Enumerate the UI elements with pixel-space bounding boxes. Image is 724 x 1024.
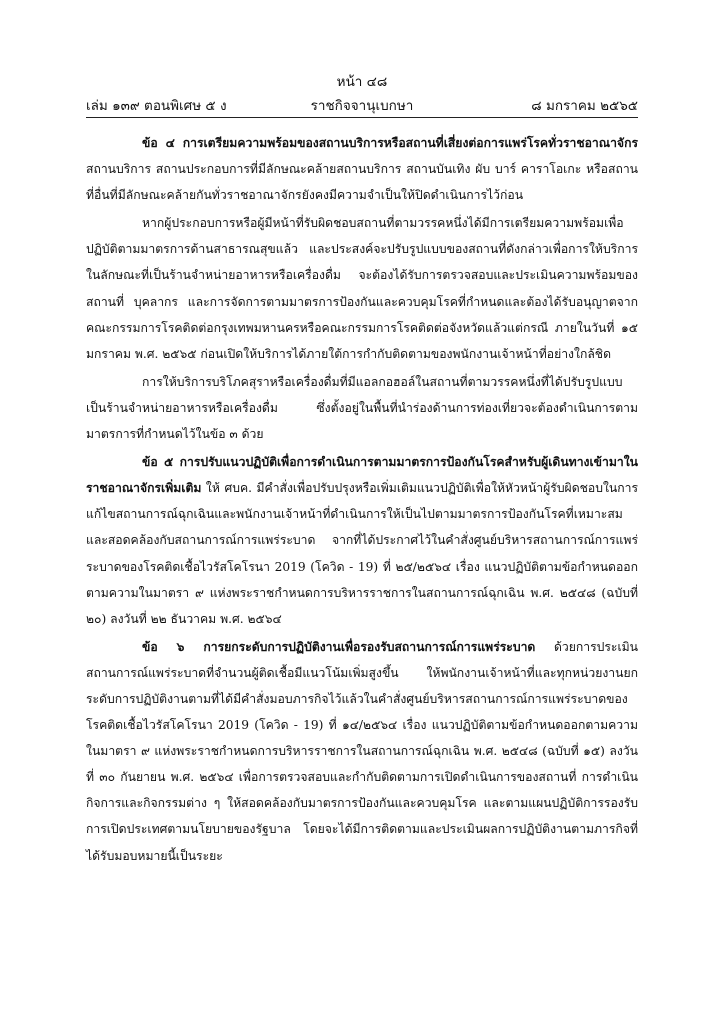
clause-heading: ข้อ ๔ การเตรียมความพร้อมของสถานบริการหรือสถานที่เสี่ยงต่อการแพร่โรคทั่วราชอาณาจักร xyxy=(142,136,638,150)
header-rule xyxy=(86,117,638,118)
paragraph-clause-4-3 xyxy=(86,369,638,447)
paragraph-clause-6 xyxy=(86,634,638,869)
document-body xyxy=(86,130,638,871)
publication-date: ๘ มกราคม ๒๕๖๕ xyxy=(531,98,638,114)
paragraph-text: ให้ ศบค. มีคำสั่งเพื่อปรับปรุงหรือเพิ่มเติมแนวปฏิบัติเพื่อให้หัวหน้าผู้รับผิดชอบในการแก้ไขสถานการณ์ฉุกเฉินและพนักงานเจ้าหน้าที่ดำเนินการให้เป็นไปตามมาตรการป้องกันโรคที่เหมาะสมและสอดคล้องกับสถานการณ์การแพร่ระบาด จากที่ได้ประกาศไว้ในคำสั่งศูนย์บริหารสถานการณ์การแพร่ระบาดของโรคติดเชื้อไวรัสโคโรนา 2019 (โควิด - 19) ที่ ๒๕/๒๕๖๔ เรื่อง แนวปฏิบัติตามข้อกำหนดออกตามความในมาตรา ๙ แห่งพระราชกำหนดการบริหารราชการในสถานการณ์ฉุกเฉิน พ.ศ. ๒๕๔๘ (ฉบับที่ ๒๐) ลงวันที่ ๒๒ ธันวาคม พ.ศ. ๒๕๖๔ xyxy=(86,481,638,626)
paragraph-clause-5 xyxy=(86,449,638,632)
paragraph-clause-4-2 xyxy=(86,210,638,367)
paragraph-clause-4 xyxy=(86,130,638,208)
gazette-title: ราชกิจจานุเบกษา xyxy=(310,98,414,114)
clause-heading: ข้อ ๕ การปรับแนวปฏิบัติเพื่อการดำเนินการตามมาตรการป้องกันโรคสำหรับผู้เดินทางเข้ามาในราชอาณาจักรเพิ่มเติม xyxy=(86,455,638,496)
paragraph-text: ด้วยการประเมินสถานการณ์แพร่ระบาดที่จำนวนผู้ติดเชื้อมีแนวโน้มเพิ่มสูงขึ้น ให้พนักงานเจ้าหน้าที่และทุกหน่วยงานยกระดับการปฏิบัติงานตามที่ได้มีคำสั่งมอบภารกิจไว้แล้วในคำสั่งศูนย์บริหารสถานการณ์การแพร่ระบาดของโรคติดเชื้อไวรัสโคโรนา 2019 (โควิด - 19) ที่ ๑๔/๒๕๖๔ เรื่อง แนวปฏิบัติตามข้อกำหนดออกตามความในมาตรา ๙ แห่งพระราชกำหนดการบริหารราชการในสถานการณ์ฉุกเฉิน พ.ศ. ๒๕๔๘ (ฉบับที่ ๑๕) ลงวันที่ ๓๐ กันยายน พ.ศ. ๒๕๖๔ เพื่อการตรวจสอบและกำกับติดตามการเปิดดำเนินการของสถานที่ การดำเนินกิจการและกิจกรรมต่าง ๆ ให้สอดคล้องกับมาตรการป้องกันและควบคุมโรค และตามแผนปฏิบัติการรองรับการเปิดประเทศตามนโยบายของรัฐบาล โดยจะได้มีการติดตามและประเมินผลการปฏิบัติงานตามภารกิจที่ได้รับมอบหมายนี้เป็นระยะ xyxy=(86,639,638,863)
paragraph-text: การให้บริการบริโภคสุราหรือเครื่องดื่มที่มีแอลกอฮอล์ในสถานที่ตามวรรคหนึ่งที่ได้ปรับรูปแบบเป็นร้านจำหน่ายอาหารหรือเครื่องดื่ม ซึ่งตั้งอยู่ในพื้นที่นำร่องด้านการท่องเที่ยวจะต้องดำเนินการตามมาตรการที่กำหนดไว้ในข้อ ๓ ด้วย xyxy=(86,374,638,442)
page-number: หน้า ๔๘ xyxy=(336,74,388,90)
volume-issue: เล่ม ๑๓๙ ตอนพิเศษ ๕ ง xyxy=(86,98,227,114)
clause-heading: ข้อ ๖ การยกระดับการปฏิบัติงานเพื่อรองรับสถานการณ์การแพร่ระบาด xyxy=(142,639,536,654)
paragraph-text: หากผู้ประกอบการหรือผู้มีหน้าที่รับผิดชอบสถานที่ตามวรรคหนึ่งได้มีการเตรียมความพร้อมเพื่อปฏิบัติตามมาตรการด้านสาธารณสุขแล้ว และประสงค์จะปรับรูปแบบของสถานที่ดังกล่าวเพื่อการให้บริการในลักษณะที่เป็นร้านจำหน่ายอาหารหรือเครื่องดื่ม จะต้องได้รับการตรวจสอบและประเมินความพร้อมของสถานที่ บุคลากร และการจัดการตามมาตรการป้องกันและควบคุมโรคที่กำหนดและต้องได้รับอนุญาตจากคณะกรรมการโรคติดต่อกรุงเทพมหานครหรือคณะกรรมการโรคติดต่อจังหวัดแล้วแต่กรณี ภายในวันที่ ๑๕ มกราคม พ.ศ. ๒๕๖๕ ก่อนเปิดให้บริการได้ภายใต้การกำกับติดตามของพนักงานเจ้าหน้าที่อย่างใกล้ชิด xyxy=(86,216,638,361)
paragraph-text: สถานบริการ สถานประกอบการที่มีลักษณะคล้ายสถานบริการ สถานบันเทิง ผับ บาร์ คาราโอเกะ หรือสถานที่อื่นที่มีลักษณะคล้ายกันทั่วราชอาณาจักรยังคงมีความจำเป็นให้ปิดดำเนินการไว้ก่อน xyxy=(86,162,638,203)
page-header xyxy=(86,94,638,114)
